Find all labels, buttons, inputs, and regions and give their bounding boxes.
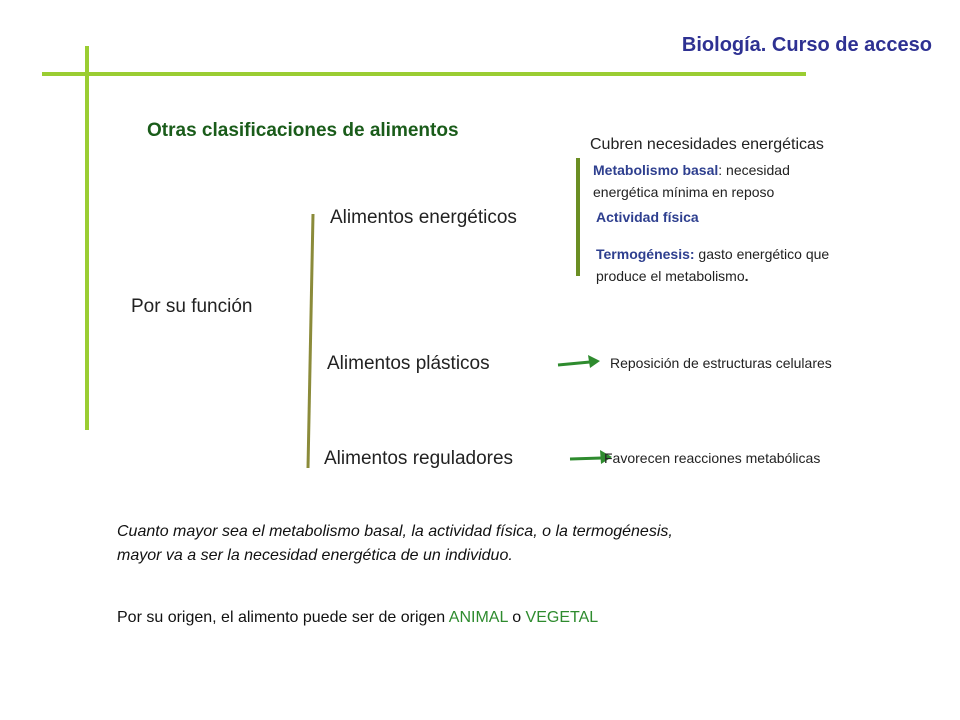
actividad-fisica-item: Actividad física: [596, 209, 699, 225]
termogenesis-text-2: produce el metabolismo: [596, 268, 745, 284]
termogenesis-item: [596, 243, 829, 287]
origin-vegetal: VEGETAL: [525, 609, 599, 626]
origin-animal: ANIMAL: [448, 609, 508, 626]
origin-connector: o: [507, 609, 526, 626]
metabolismo-basal-item: [593, 159, 790, 203]
energeticos-bracket-line: [576, 158, 580, 276]
left-frame-line: [85, 46, 89, 430]
termogenesis-term: Termogénesis:: [596, 246, 695, 262]
header-divider-line: [42, 72, 806, 76]
metabolismo-basal-text-2: energética mínima en reposo: [593, 184, 775, 200]
energeticos-heading: Cubren necesidades energéticas: [590, 136, 824, 153]
metabolismo-basal-term: Metabolismo basal: [593, 162, 719, 178]
root-label-por-funcion: Por su función: [131, 296, 253, 317]
plasticos-detail: Reposición de estructuras celulares: [610, 355, 832, 371]
arrow-plasticos-icon: [556, 352, 602, 372]
energy-note-line-2: mayor va a ser la necesidad energética de un individuo.: [117, 547, 513, 564]
course-title: Biología. Curso de acceso: [681, 34, 932, 56]
category-bracket-line: [302, 210, 322, 470]
origin-prefix: Por su origen, el alimento puede ser de origen: [117, 609, 449, 626]
termogenesis-end: .: [744, 268, 749, 284]
energy-note: [117, 520, 877, 568]
termogenesis-text-1: gasto energético que: [694, 246, 830, 262]
category-energeticos: Alimentos energéticos: [330, 207, 517, 228]
category-reguladores: Alimentos reguladores: [324, 448, 514, 469]
reguladores-detail: Favorecen reacciones metabólicas: [604, 450, 821, 466]
energy-note-line-1: Cuanto mayor sea el metabolismo basal, la actividad física, o la termogénesis,: [117, 523, 673, 540]
category-plasticos: Alimentos plásticos: [327, 353, 490, 374]
origin-sentence: [117, 609, 598, 627]
section-title: Otras clasificaciones de alimentos: [147, 120, 459, 141]
metabolismo-basal-text-1: : necesidad: [718, 162, 790, 178]
